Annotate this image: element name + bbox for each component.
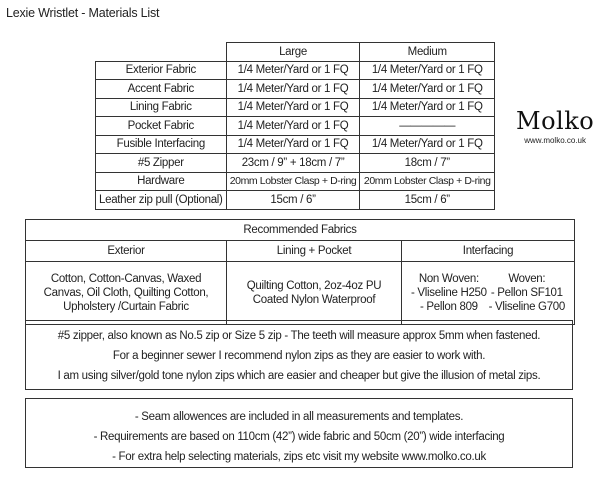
recommended-title-row [26,220,575,241]
row-large: 15cm / 6” [226,191,360,210]
zipper-notes-box [25,320,573,390]
header-lining: Lining + Pocket [227,241,402,262]
logo-text: Molko [516,107,595,135]
general-note: - For extra help selecting materials, zips etc visit my website www.molko.co.uk [112,451,486,463]
row-label: #5 Zipper [96,154,227,173]
recommended-title: Recommended Fabrics [26,220,575,241]
table-row [96,191,495,210]
recommended-fabrics-table [25,219,575,325]
molko-logo [516,108,594,145]
materials-header-large: Large [226,43,360,62]
row-label: Pocket Fabric [96,117,227,136]
row-label: Fusible Interfacing [96,135,227,154]
header-exterior: Exterior [26,241,227,262]
table-row [96,172,495,191]
row-medium: 1/4 Meter/Yard or 1 FQ [360,98,495,117]
logo-url: www.molko.co.uk [524,136,586,145]
row-label: Hardware [96,172,227,191]
row-large: 1/4 Meter/Yard or 1 FQ [226,80,360,99]
woven-list [489,272,565,314]
row-label: Exterior Fabric [96,61,227,80]
general-note: - Seam allowences are included in all measurements and templates. [134,411,464,423]
page-title: Lexie Wristlet - Materials List [6,6,160,20]
row-label: Leather zip pull (Optional) [96,191,227,210]
row-large: 23cm / 9” + 18cm / 7” [226,154,360,173]
row-medium: 18cm / 7” [360,154,495,173]
non-woven-line: - Vliseline H250 [411,287,487,299]
row-medium: 20mm Lobster Clasp + D-ring [360,172,495,191]
lining-line: Coated Nylon Waterproof [252,294,376,306]
general-note: - Requirements are based on 110cm (42”) wide fabric and 50cm (20”) wide interfacing [93,431,505,443]
row-medium: 1/4 Meter/Yard or 1 FQ [360,61,495,80]
recommended-header-row [26,241,575,262]
lining-line: Quilting Cotton, 2oz-4oz PU [246,280,382,292]
exterior-cell [26,262,227,325]
interfacing-columns [405,272,571,314]
row-label: Lining Fabric [96,98,227,117]
recommended-body-row [26,262,575,325]
row-large: 20mm Lobster Clasp + D-ring [226,172,360,191]
row-medium: 15cm / 6” [360,191,495,210]
lining-cell [227,262,402,325]
exterior-line: Cotton, Cotton-Canvas, Waxed [50,273,202,285]
row-large: 1/4 Meter/Yard or 1 FQ [226,117,360,136]
table-row [96,117,495,136]
row-large: 1/4 Meter/Yard or 1 FQ [226,98,360,117]
row-medium: 1/4 Meter/Yard or 1 FQ [360,80,495,99]
non-woven-line: Non Woven: [418,273,479,285]
table-row [96,98,495,117]
zipper-note: #5 zipper, also known as No.5 zip or Size 5 zip - The teeth will measure approx 5mm when fastened. [57,330,541,342]
woven-line: Woven: [508,273,546,285]
header-interfacing: Interfacing [402,241,575,262]
row-large: 1/4 Meter/Yard or 1 FQ [226,61,360,80]
row-medium: 1/4 Meter/Yard or 1 FQ [360,135,495,154]
woven-line: - Pellon SF101 [490,287,563,299]
zipper-note: For a beginner sewer I recommend nylon zips as they are easier to work with. [112,350,486,362]
row-large: 1/4 Meter/Yard or 1 FQ [226,135,360,154]
non-woven-line: - Pellon 809 [419,301,478,313]
non-woven-list [411,272,487,314]
materials-header-medium: Medium [360,43,495,62]
table-row [96,135,495,154]
exterior-line: Upholstery /Curtain Fabric [63,301,189,313]
row-medium: ————— [360,117,495,136]
zipper-note: I am using silver/gold tone nylon zips which are easier and cheaper but give the illusion of metal zips. [57,370,541,382]
woven-line: - Vliseline G700 [488,301,565,313]
materials-header-blank [96,43,227,62]
table-row [96,61,495,80]
table-row [96,154,495,173]
exterior-line: Canvas, Oil Cloth, Quilting Cotton, [43,287,209,299]
interfacing-cell [402,262,575,325]
materials-header-row [96,43,495,62]
materials-table [95,42,495,210]
row-label: Accent Fabric [96,80,227,99]
table-row [96,80,495,99]
general-notes-box [25,398,573,468]
